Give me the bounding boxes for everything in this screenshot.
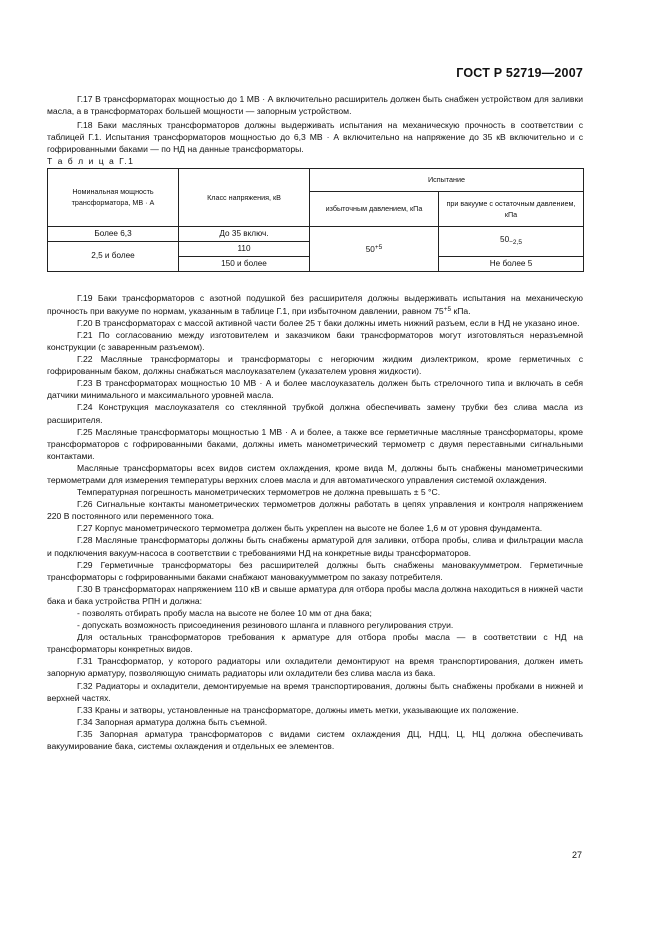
paragraph-g23: Г.23 В трансформаторах мощностью 10 МВ · А и более маслоуказатель должен быть стрелочного типа и включать в себя датчики минимального и максимального уровней масла. <box>47 378 583 401</box>
paragraph-g35: Г.35 Запорная арматура трансформаторов с видами систем охлаждения ДЦ, НДЦ, Ц, НЦ должна обеспечивать вакуумирование бака, системы охлаждения и отдельных ее элементов. <box>47 728 583 752</box>
paragraph-g27: Г.27 Корпус манометрического термометра должен быть укреплен на высоте не более 1,6 м от уровня фундамента. <box>77 523 543 534</box>
cell-vacuum-1 <box>439 226 584 256</box>
paragraph-g20: Г.20 В трансформаторах с массой активной части более 25 т баки должны иметь нижний разъем, если в НД не указано иное. <box>77 317 580 328</box>
pressure-test-table <box>47 168 584 272</box>
table-title: Т а б л и ц а Г.1 <box>47 156 135 167</box>
paragraph-g25: Г.25 Масляные трансформаторы мощностью 1 МВ · А и более, а также все герметичные масляные трансформаторы, кроме трансформаторов с гофрированными баками, должны иметь манометрический термометр с двумя переставными сигнальными контактами. <box>47 426 583 461</box>
paragraph-g33: Г.33 Краны и затворы, установленные на трансформаторе, должны иметь метки, указывающие их положение. <box>77 704 519 715</box>
cell-vacuum-2: Не более 5 <box>439 256 584 271</box>
paragraph-g26: Г.26 Сигнальные контакты манометрических термометров должны работать в цепях управления и контроля напряжением 220 В постоянного или переменного тока. <box>47 499 583 522</box>
paragraph-g31: Г.31 Трансформатор, у которого радиаторы или охладители демонтируют на время транспортирования, должен иметь запорную арматуру, позволяющую снимать радиаторы или охладители без слива масла из бака. <box>47 656 583 679</box>
paragraph-g17: Г.17 В трансформаторах мощностью до 1 МВ · А включительно расширитель должен быть снабжен устройством для заливки масла, а в трансформаторах большей мощности — запорным устройством. <box>47 94 583 117</box>
cell-voltage-row1: До 35 включ. <box>179 226 310 241</box>
cell-voltage-row2: 110 <box>179 241 310 256</box>
overpressure-tolerance: +5 <box>374 243 383 251</box>
vacuum-tolerance: −2,5 <box>509 238 522 246</box>
overpressure-value: 50 <box>365 244 375 254</box>
list-item: - позволять отбирать пробу масла на высоте не более 10 мм от дна бака; <box>77 608 372 618</box>
paragraph-g19: Г.19 Баки трансформаторов с азотной подушкой без расширителя должны выдерживать испытания на механическую прочность при вакууме по нормам, указанным в таблице Г.1, при избыточном давлении, равном $75^{+5}$ кПа. <box>47 292 583 316</box>
paragraph-g25-cooling: Масляные трансформаторы всех видов систем охлаждения, кроме вида М, должны быть снабжены манометрическими термометрами для измерения температуры верхних слоев масла и для автоматического управления системой охлаждения. <box>47 462 583 485</box>
paragraph-g22: Г.22 Масляные трансформаторы и трансформаторы с негорючим жидким диэлектриком, кроме герметичных с гофрированным баком, должны снабжаться маслоуказателем (указателем уровня жидкости). <box>47 354 583 377</box>
cell-overpressure <box>310 226 439 271</box>
col-header-voltage: Класс напряжения, кВ <box>179 168 310 226</box>
vacuum-value: 50 <box>500 234 510 244</box>
paragraph-g21: Г.21 По согласованию между изготовителем и заказчиком баки трансформаторов могут изготовляться неразъемной конструкции (с заваренным разъемом). <box>47 329 583 352</box>
paragraph-g24: Г.24 Конструкция маслоуказателя со стеклянной трубкой должна обеспечивать замену трубки без слива масла из расширителя. <box>47 402 583 425</box>
col-header-overpressure: избыточным давлением, кПа <box>310 191 439 226</box>
list-item: - допускать возможность присоединения резинового шланга и плавного регулирования струи. <box>77 620 454 631</box>
paragraph-g30-other: Для остальных трансформаторов требования к арматуре для отбора пробы масла — в соответствии с НД на трансформаторы конкретных видов. <box>47 632 583 655</box>
paragraph-g30: Г.30 В трансформаторах напряжением 110 кВ и свыше арматура для отбора пробы масла должна находиться в нижней части бака и бака устройства РПН и должна: <box>47 583 583 606</box>
paragraph-g28: Г.28 Масляные трансформаторы должны быть снабжены арматурой для заливки, отбора пробы, слива и фильтрации масла и подключения вакуум-насоса в соответствии с требованиями НД на конкретные виды трансформаторов. <box>47 535 583 558</box>
paragraph-g32: Г.32 Радиаторы и охладители, демонтируемые на время транспортирования, должны быть снабжены пробками в нижней и верхней частях. <box>47 680 583 703</box>
page-number: 27 <box>571 850 582 860</box>
paragraph-g25-error: Температурная погрешность манометрических термометров не должна превышать ± 5 °С. <box>77 487 441 498</box>
paragraph-g34: Г.34 Запорная арматура должна быть съемной. <box>77 716 268 727</box>
col-header-vacuum: при вакууме с остаточным давлением, кПа <box>439 191 584 226</box>
paragraph-g29: Г.29 Герметичные трансформаторы без расширителей должны быть снабжены мановакуумметром. Герметичные трансформаторы с гофрированными баками снабжают мановакуумметром по заказу потребителя. <box>47 559 583 582</box>
cell-power-row1: Более 6,3 <box>48 226 179 241</box>
col-header-power: Номинальная мощность трансформатора, МВ · А <box>48 168 179 226</box>
document-header: ГОСТ Р 52719—2007 <box>456 66 583 80</box>
cell-power-row2: 2,5 и более <box>48 241 179 271</box>
paragraph-g18: Г.18 Баки масляных трансформаторов должны выдерживать испытания на механическую прочность в соответствии с таблицей Г.1. Испытания трансформаторов мощностью до 6,3 МВ · А включительно на напряжение до 35 кВ включительно и с гофрированными баками — по НД на данные трансформаторы. <box>47 120 583 155</box>
col-header-test: Испытание <box>310 168 584 191</box>
cell-voltage-row3: 150 и более <box>179 256 310 271</box>
page-body <box>47 93 583 752</box>
